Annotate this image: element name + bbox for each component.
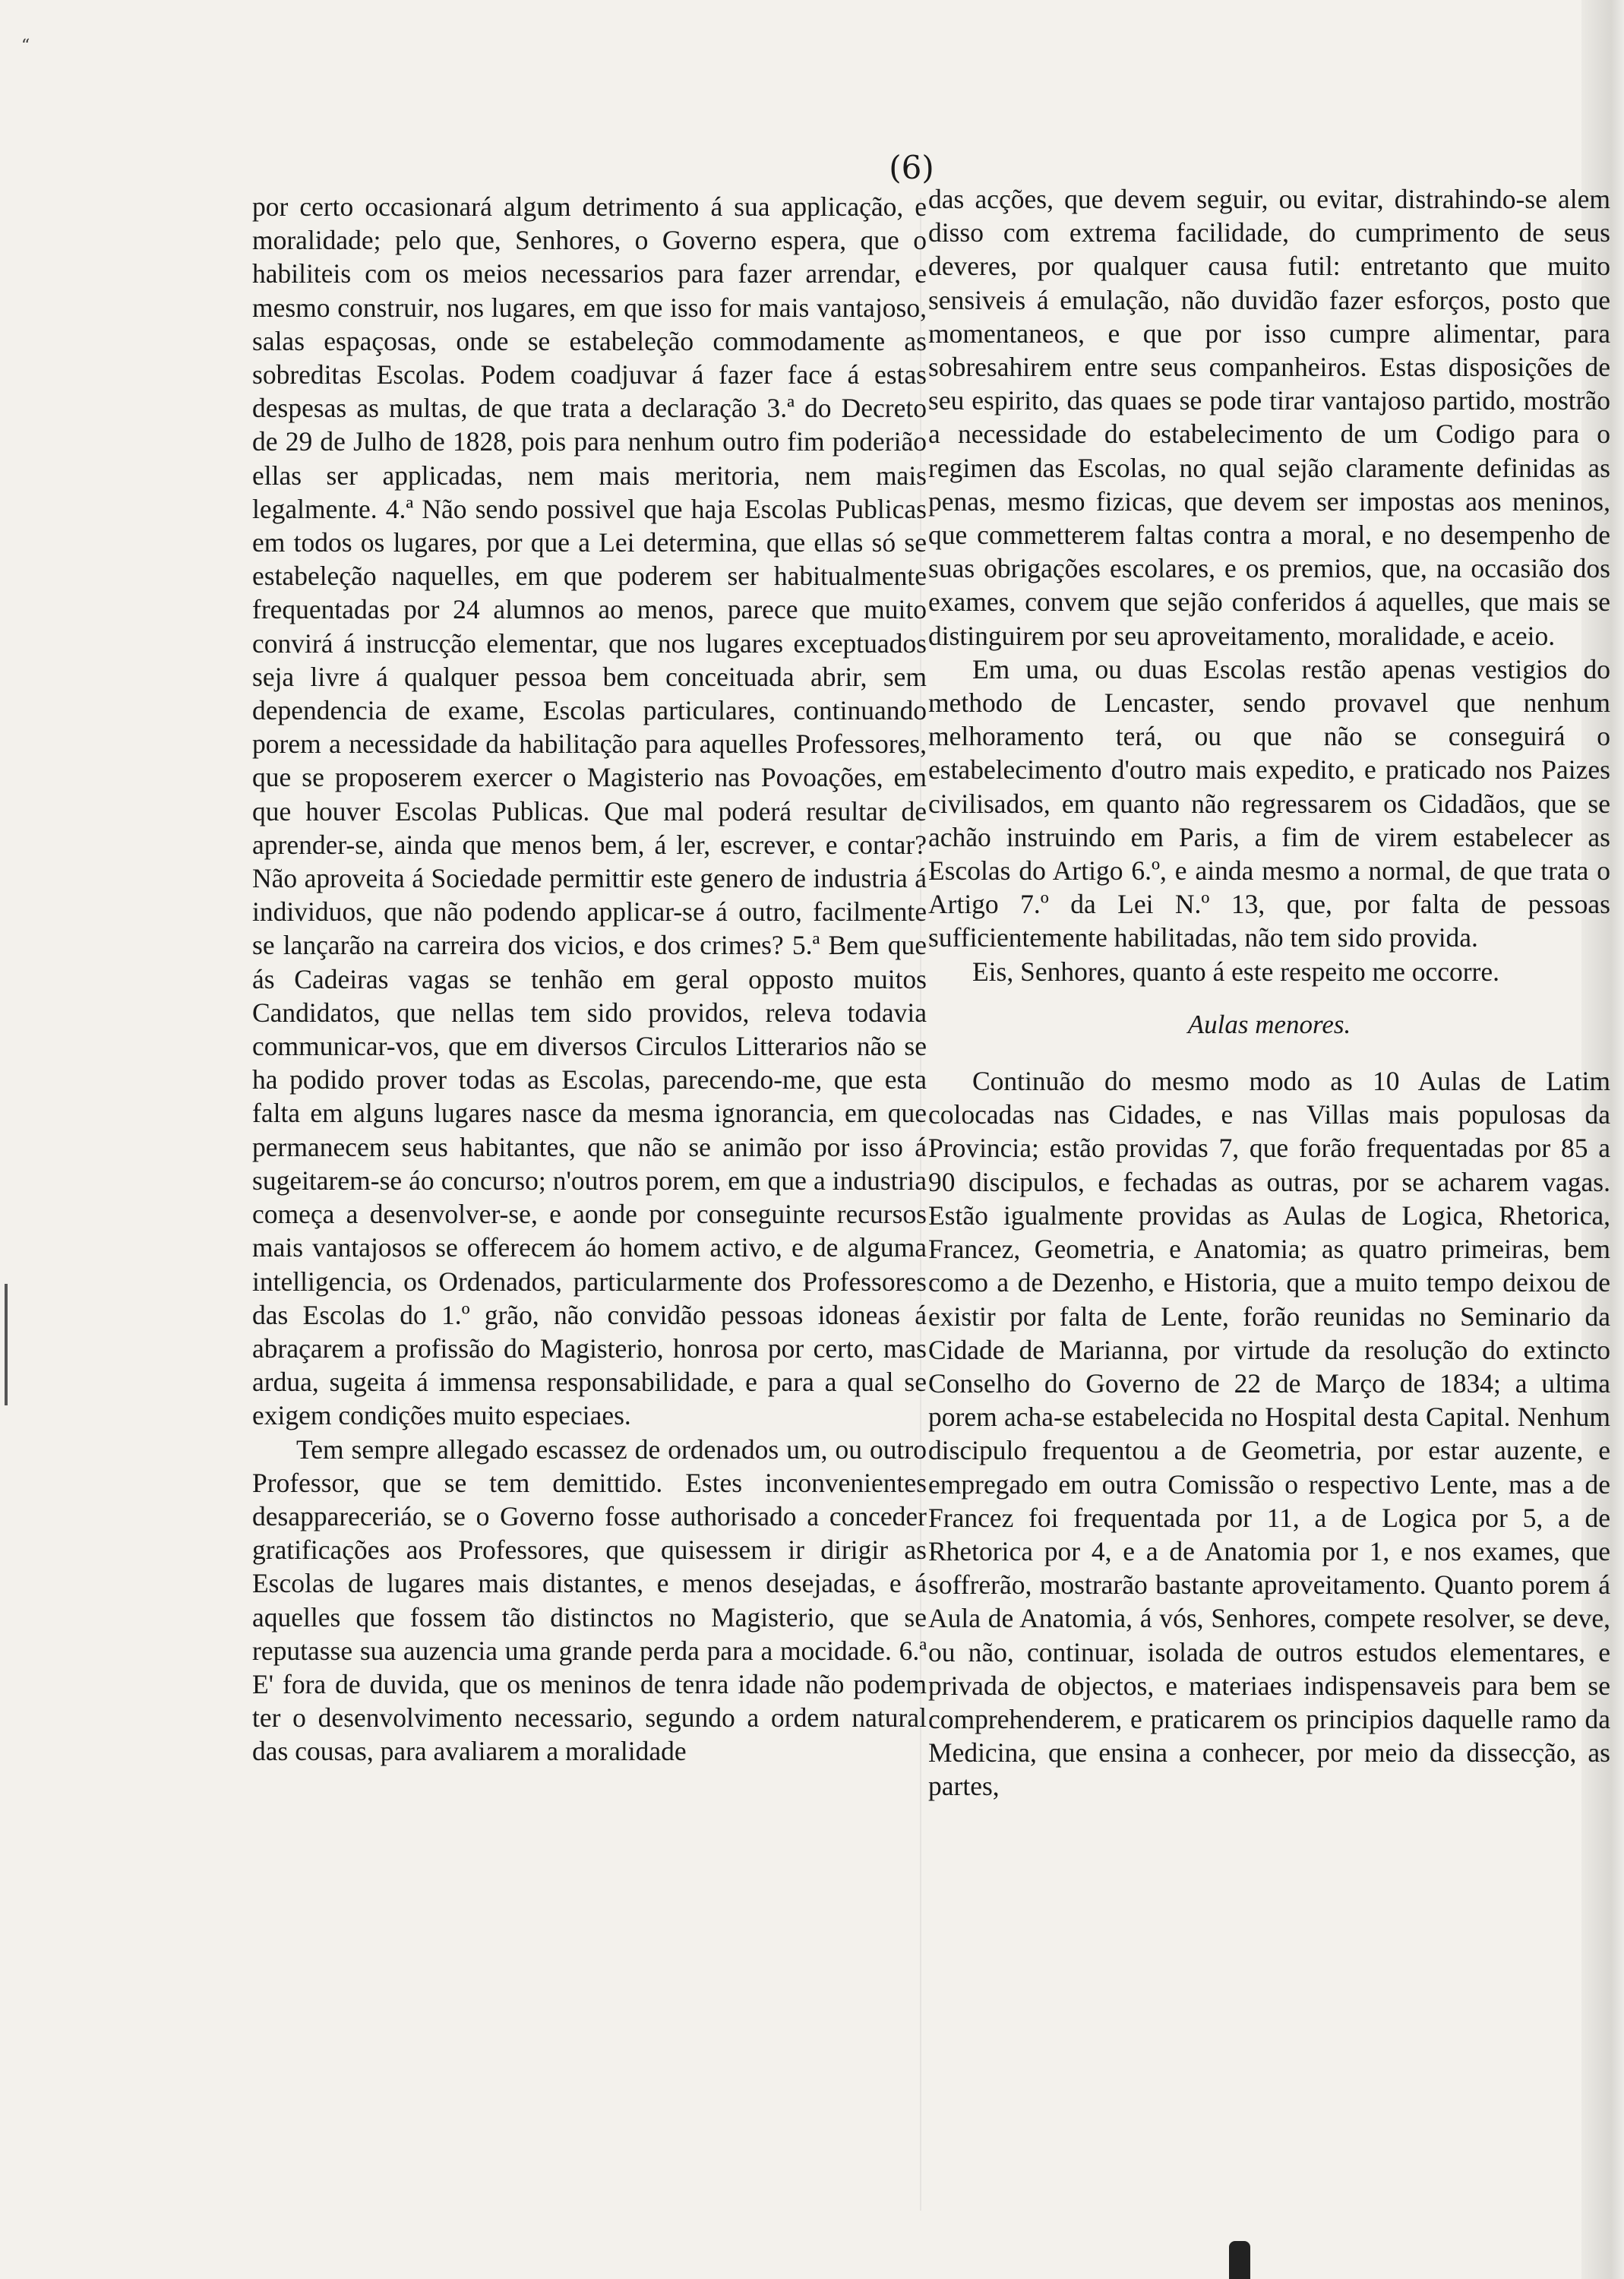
- bottom-margin-stain: [1229, 2241, 1250, 2279]
- left-column: [252, 190, 927, 1769]
- paragraph: Em uma, ou duas Escolas restão apenas vestigios do methodo de Lencaster, sendo provavel que nenhum melhoramento terá, ou que não se conseguirá o estabelecimento d'outro mais expedito, e praticado nos Paizes civilisados, em quanto não regressarem os Cidadãos, que se achão instruindo em Paris, a fim de virem estabelecer as Escolas do Artigo 6.º, e ainda mesmo a normal, de que trata o Artigo 7.º da Lei N.º 13, que, por falta de pessoas sufficientemente habilitadas, não tem sido provida.: [928, 653, 1610, 953]
- paragraph: Continuão do mesmo modo as 10 Aulas de Latim colocadas nas Cidades, e nas Villas mais populosas da Provincia; estão providas 7, que forão frequentadas por 85 a 90 discipulos, e fechadas as outras, por se acharem vagas. Estão igualmente providas as Aulas de Logica, Rhetorica, Francez, Geometria, e Anatomia; as quatro primeiras, bem como a de Dezenho, e Historia, que a muito tempo deixou de existir por falta de Lente, forão reunidas no Seminario da Cidade de Marianna, por virtude da resolução do extincto Conselho do Governo de 22 de Março de 1834; a ultima porem acha-se estabelecida no Hospital desta Capital. Nenhum discipulo frequentou a de Geometria, por estar auzente, e empregado em outra Comissão o respectivo Lente, mas a de Francez foi frequentada por 11, a de Logica por 5, a de Rhetorica por 4, e a de Anatomia por 1, e nos exames, que soffrerão, mostrarão bastante aproveitamento. Quanto porem á Aula de Anatomia, á vós, Senhores, compete resolver, se deve, ou não, continuar, isolada de outros estudos elementares, e privada de objectos, e materiaes indispensaveis para bem se comprehenderem, e praticarem os principios daquelle ramo da Medicina, que ensina a conhecer, por meio da dissecção, as partes,: [928, 1066, 1610, 1802]
- corner-mark: “: [21, 36, 30, 55]
- paragraph: por certo occasionará algum detrimento á sua applicação, e moralidade; pelo que, Senhores, o Governo espera, que o habilitеis com os meios necessarios para fazer arrendar, e mesmo construir, nos lugares, em que isso for mais vantajoso, salas espaçosas, onde se estabeleção commodamente as sobreditas Escolas. Podem coadjuvar á fazer face á estas despesas as multas, de que trata a declaração 3.ª do Decreto de 29 de Julho de 1828, pois para nenhum outro fim poderião ellas ser applicadas, nem mais meritoria, nem mais legalmente. 4.ª Não sendo possivel que haja Escolas Publicas em todos os lugares, por que a Lei determina, que ellas só se estabeleção naquelles, em que poderem ser habitualmente frequentadas por 24 alumnos ao menos, parece que muito convirá á instrucção elementar, que nos lugares exceptuados seja livre á qualquer pessoa bem conceituada abrir, sem dependencia de exame, Escolas particulares, continuando porem a necessidade da habilitação para aquelles Professores, que se proposerem exercer o Magisterio nas Povoações, em que houver Escolas Publicas. Que mal poderá resultar de aprender-se, ainda que menos bem, á ler, escrever, e contar? Não aproveita á Sociedade permittir este genero de industria á individuos, que não podendo applicar-se á outro, facilmente se lançarão na carreira dos vicios, e dos crimes? 5.ª Bem que ás Cadeiras vagas se tenhão em geral opposto muitos Candidatos, que nellas tem sido providos, releva todavia communicar-vos, que em diversos Circulos Litterarios não se ha podido prover todas as Escolas, parecendo-me, que esta falta em alguns lugares nasce da mesma ignorancia, em que permanecem seus habitantes, que não se animão por isso á sugeitarem-se áo concurso; n'outros porem, em que a industria começa a desenvolver-se, e aonde por conseguinte recursos mais vantajosos se offerecem áo homem activo, e de alguma intelligencia, os Ordenados, particularmente dos Professores das Escolas do 1.º grão, não convidão pessoas idoneas á abraçarem a profissão do Magisterio, honrosa por certo, mas ardua, sugeita á immensa responsabilidade, e para a qual se exigem condições muito especiaes.: [252, 191, 927, 1431]
- left-margin-stain: [5, 1284, 8, 1405]
- paragraph: Eis, Senhores, quanto á este respeito me occorre.: [972, 956, 1499, 987]
- page-number: (6): [889, 149, 934, 186]
- paragraph: das acções, que devem seguir, ou evitar, distrahindo-se alem disso com extrema facilidade, do cumprimento de seus deveres, por qualquer causa futil: entretanto que muito sensiveis á emulação, não duvidão fazer esforços, posto que momentaneos, e que por isso cumpre alimentar, para sobresahirem entre seus companheiros. Estas disposições de seu espirito, das quaes se pode tirar vantajoso partido, mostrão a necessidade do estabelecimento de um Codigo para o regimen das Escolas, no qual sejão claramente definidas as penas, mesmo fizicas, que devem ser impostas aos meninos, que commetterem faltas contra a moral, e no desempenho de suas obrigações escolares, e os premios, que, na occasião dos exames, convem que sejão conferidos á aquelles, que mais se distinguirem por seu aproveitamento, moralidade, e aceio.: [928, 184, 1610, 651]
- right-column: [928, 182, 1610, 1803]
- section-heading: Aulas menores.: [1187, 1009, 1351, 1039]
- paragraph: Tem sempre allegado escassez de ordenados um, ou outro Professor, que se tem demittido. Estes inconvenientes desappareceriáo, se o Governo fosse authorisado a conceder gratificações aos Professores, que quisessem ir dirigir as Escolas de lugares mais distantes, e menos desejadas, e á aquelles que fossem tão distinctos no Magisterio, que se reputasse sua auzencia uma grande perda para a mocidade. 6.ª E' fora de duvida, que os meninos de tenra idade não podem ter o desenvolvimento necessario, segundo a ordem natural das cousas, para avaliarem a moralidade: [252, 1433, 927, 1767]
